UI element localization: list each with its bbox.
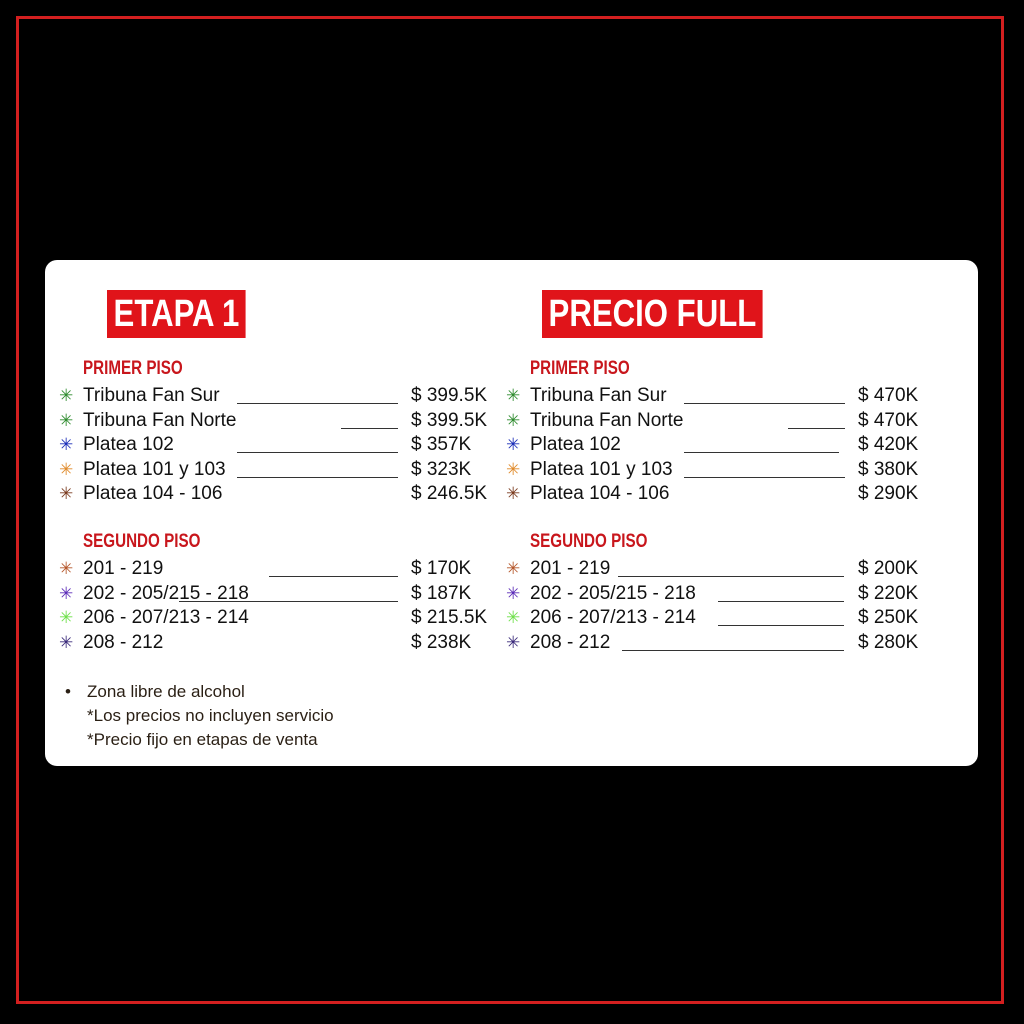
leader-line <box>618 576 844 577</box>
zone-price: $ 399.5K <box>411 409 488 431</box>
zone-price: $ 238K <box>411 631 472 653</box>
zone-price: $ 215.5K <box>411 607 488 628</box>
star-burst-icon: ✳ <box>506 632 521 653</box>
bullet-icon: • <box>65 682 71 701</box>
leader-line <box>788 428 845 429</box>
star-burst-icon: ✳ <box>59 435 74 455</box>
zone-name: Tribuna Fan Sur <box>530 385 667 406</box>
zone-name: 206 - 207/213 - 214 <box>83 607 249 628</box>
star-burst-icon: ✳ <box>59 559 74 579</box>
star-burst-icon: ✳ <box>506 583 521 604</box>
star-burst-icon: ✳ <box>506 484 521 504</box>
leader-line <box>684 477 845 478</box>
price-row <box>45 606 495 630</box>
leader-line <box>718 601 844 602</box>
leader-line <box>684 452 839 453</box>
leader-line <box>237 452 398 453</box>
price-row <box>492 433 942 457</box>
etapa-1-title: ETAPA 1 <box>107 290 246 338</box>
zone-price: $ 420K <box>858 434 919 455</box>
price-row <box>492 482 942 506</box>
price-row <box>492 557 942 581</box>
zone-name: 208 - 212 <box>530 631 611 653</box>
leader-line <box>237 403 398 404</box>
leader-line <box>684 403 845 404</box>
zone-name: 201 - 219 <box>530 558 611 579</box>
star-burst-icon: ✳ <box>59 583 74 604</box>
notes-block <box>65 680 334 752</box>
zone-price: $ 246.5K <box>411 483 488 504</box>
star-burst-icon: ✳ <box>506 435 521 455</box>
zone-name: Platea 101 y 103 <box>83 458 226 480</box>
price-row <box>45 384 495 408</box>
zone-name: Platea 104 - 106 <box>530 483 670 504</box>
zone-price: $ 470K <box>858 385 919 406</box>
zone-name: Tribuna Fan Sur <box>83 385 220 406</box>
zone-price: $ 290K <box>858 483 919 504</box>
leader-line <box>237 477 398 478</box>
zone-price: $ 187K <box>411 582 472 604</box>
leader-line <box>179 601 398 602</box>
zone-name: 206 - 207/213 - 214 <box>530 607 696 628</box>
leader-line <box>718 625 844 626</box>
star-burst-icon: ✳ <box>506 410 521 431</box>
zone-name: Platea 101 y 103 <box>530 458 673 480</box>
zone-price: $ 280K <box>858 631 919 653</box>
star-burst-icon: ✳ <box>59 386 74 406</box>
price-row <box>45 631 495 655</box>
zone-price: $ 250K <box>858 607 919 628</box>
price-row <box>45 409 495 433</box>
star-burst-icon: ✳ <box>506 386 521 406</box>
etapa-1-primer-piso-label: PRIMER PISO <box>83 358 183 379</box>
zone-name: Tribuna Fan Norte <box>83 409 237 431</box>
zone-price: $ 170K <box>411 558 472 579</box>
price-row <box>492 458 942 482</box>
star-burst-icon: ✳ <box>506 459 521 480</box>
zone-name: Platea 102 <box>530 434 621 455</box>
price-row <box>492 606 942 630</box>
price-row <box>45 458 495 482</box>
zone-price: $ 380K <box>858 458 919 480</box>
leader-line <box>341 428 398 429</box>
precio-full-segundo-piso-label: SEGUNDO PISO <box>530 531 648 552</box>
star-burst-icon: ✳ <box>59 484 74 504</box>
zone-name: 202 - 205/215 - 218 <box>530 582 696 604</box>
zone-price: $ 470K <box>858 409 919 431</box>
zone-name: 202 - 205/215 - 218 <box>83 582 249 604</box>
precio-full-primer-piso-label: PRIMER PISO <box>530 358 630 379</box>
price-row <box>492 631 942 655</box>
precio-full-title: PRECIO FULL <box>542 290 763 338</box>
note-line: Zona libre de alcohol <box>87 682 245 701</box>
zone-name: 201 - 219 <box>83 558 164 579</box>
note-line: *Los precios no incluyen servicio <box>87 706 334 725</box>
star-burst-icon: ✳ <box>59 632 74 653</box>
price-row <box>492 582 942 606</box>
price-row <box>45 557 495 581</box>
price-row <box>45 582 495 606</box>
price-row <box>492 384 942 408</box>
price-row <box>45 482 495 506</box>
zone-name: Platea 104 - 106 <box>83 483 223 504</box>
zone-price: $ 200K <box>858 558 919 579</box>
star-burst-icon: ✳ <box>59 608 74 628</box>
price-row <box>45 433 495 457</box>
zone-price: $ 220K <box>858 582 919 604</box>
price-card <box>45 260 978 766</box>
etapa-1-segundo-piso-label: SEGUNDO PISO <box>83 531 201 552</box>
star-burst-icon: ✳ <box>59 410 74 431</box>
zone-price: $ 399.5K <box>411 385 488 406</box>
zone-name: Tribuna Fan Norte <box>530 409 684 431</box>
zone-name: Platea 102 <box>83 434 174 455</box>
zone-name: 208 - 212 <box>83 631 164 653</box>
zone-price: $ 357K <box>411 434 472 455</box>
leader-line <box>269 576 398 577</box>
note-line: *Precio fijo en etapas de venta <box>87 730 318 749</box>
star-burst-icon: ✳ <box>506 559 521 579</box>
zone-price: $ 323K <box>411 458 472 480</box>
price-row <box>492 409 942 433</box>
leader-line <box>622 650 844 651</box>
star-burst-icon: ✳ <box>506 608 521 628</box>
star-burst-icon: ✳ <box>59 459 74 480</box>
